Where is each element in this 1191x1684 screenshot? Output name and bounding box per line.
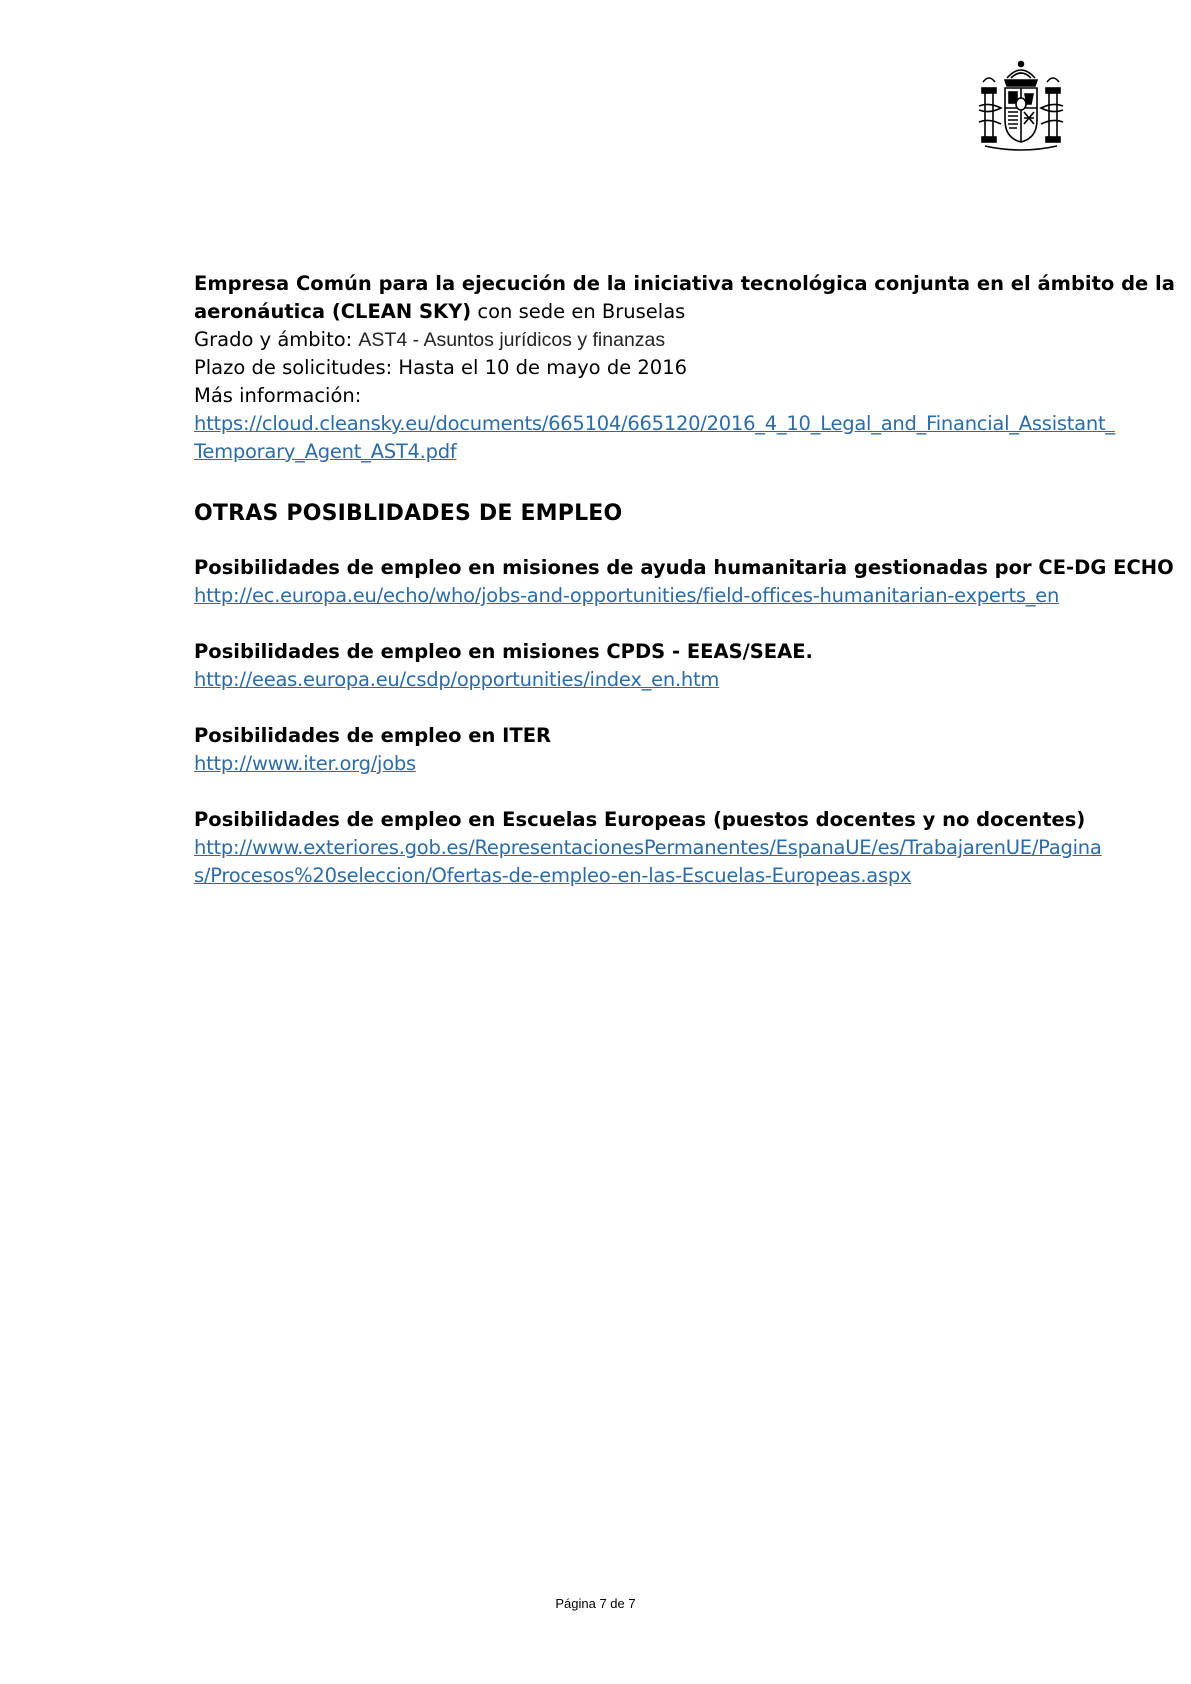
vacancy-link-line2[interactable]: Temporary_Agent_AST4.pdf — [194, 440, 457, 463]
opportunity-link[interactable]: http://www.iter.org/jobs — [194, 752, 416, 775]
vacancy-title-line1: Empresa Común para la ejecución de la iniciativa tecnológica conjunta en el ámbito de la — [194, 272, 1175, 295]
page-footer: Página 7 de 7 — [555, 1596, 636, 1611]
vacancy-deadline: Plazo de solicitudes: Hasta el 10 de mayo de 2016 — [194, 356, 688, 379]
vacancy-title-line2 — [194, 298, 1094, 326]
vacancy-link-line1[interactable]: https://cloud.cleansky.eu/documents/665104/665120/2016_4_10_Legal_and_Financial_Assistant_ — [194, 412, 1115, 435]
vacancy-more-info-label: Más información: — [194, 384, 362, 407]
opportunity-heading: Posibilidades de empleo en Escuelas Europeas (puestos docentes y no docentes) — [194, 808, 1086, 831]
opportunity-heading: Posibilidades de empleo en misiones de ayuda humanitaria gestionadas por CE-DG ECHO — [194, 556, 1174, 579]
clean-sky-vacancy — [194, 270, 1175, 466]
spain-coat-of-arms-icon — [975, 58, 1067, 154]
grade-value: AST4 - Asuntos jurídicos y finanzas — [358, 329, 666, 351]
opportunity-link-line1[interactable]: http://www.exteriores.gob.es/RepresentacionesPermanentes/EspanaUE/es/TrabajarenUE/Pagina — [194, 836, 1102, 859]
opportunity-link-line2[interactable]: s/Procesos%20seleccion/Ofertas-de-empleo-en-las-Escuelas-Europeas.aspx — [194, 864, 912, 887]
opportunity-link[interactable]: http://ec.europa.eu/echo/who/jobs-and-opportunities/field-offices-humanitarian-experts_en — [194, 584, 1060, 607]
opportunity-european-schools — [194, 806, 1102, 890]
document-body — [194, 270, 1175, 918]
section-title: OTRAS POSIBLIDADES DE EMPLEO — [194, 501, 623, 526]
opportunity-cpds — [194, 638, 1094, 694]
opportunity-iter — [194, 722, 1094, 778]
opportunity-heading: Posibilidades de empleo en ITER — [194, 724, 552, 747]
opportunity-heading: Posibilidades de empleo en misiones CPDS - EEAS/SEAE. — [194, 640, 813, 663]
vacancy-title-location: con sede en Bruselas — [471, 300, 686, 323]
opportunity-echo — [194, 554, 1174, 610]
grade-label: Grado y ámbito: — [194, 328, 359, 351]
vacancy-grade — [194, 326, 1094, 354]
opportunity-link[interactable]: http://eeas.europa.eu/csdp/opportunities/index_en.htm — [194, 668, 720, 691]
vacancy-title-bold: aeronáutica (CLEAN SKY) — [194, 300, 472, 323]
